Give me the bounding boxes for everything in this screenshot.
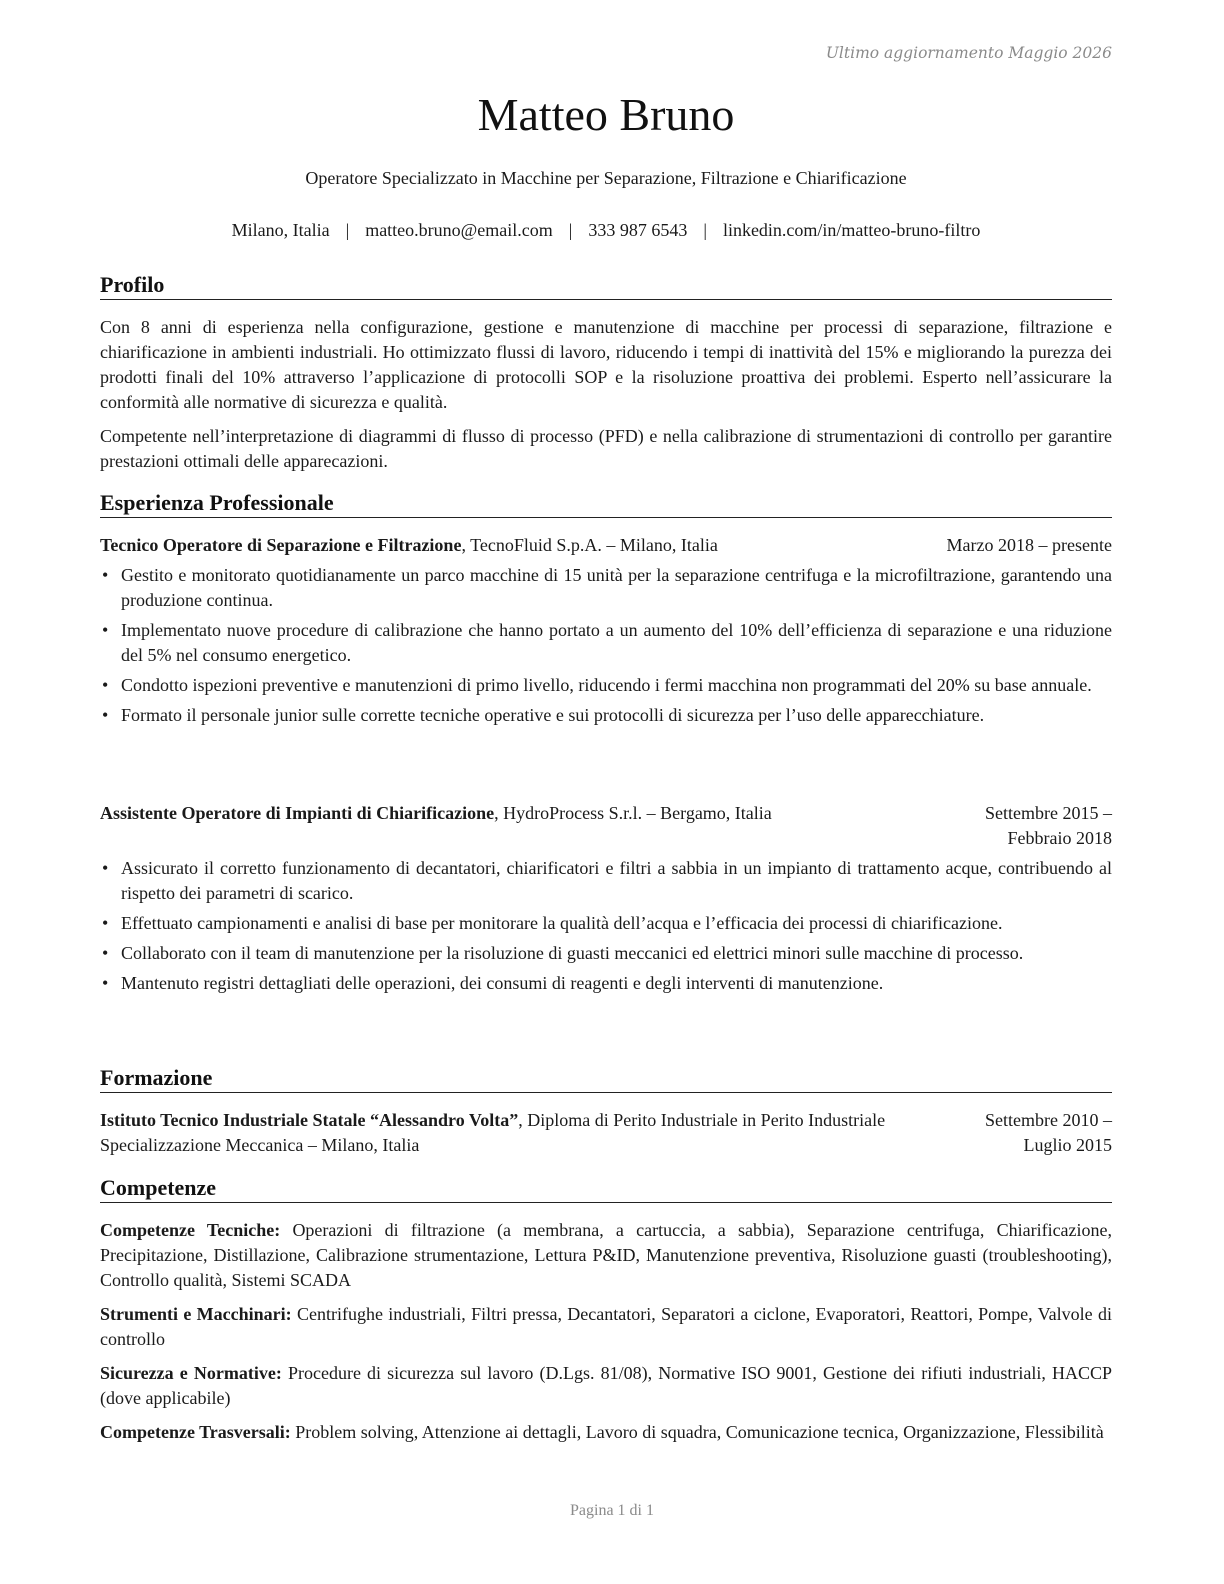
skill-label: Strumenti e Macchinari:: [100, 1304, 292, 1324]
skill-label: Competenze Tecniche:: [100, 1220, 281, 1240]
skill-group: [100, 1361, 1112, 1411]
education-detail: , Diploma di Perito Industriale in Perito Industriale Specializzazione Meccanica – Milano, Italia: [100, 1110, 886, 1155]
education-entry: [100, 1108, 1112, 1158]
contact-separator: |: [345, 220, 350, 240]
skill-group: [100, 1302, 1112, 1352]
education-dates: Settembre 2010 – Luglio 2015: [985, 1110, 1112, 1155]
education-school: Istituto Tecnico Industriale Statale “Alessandro Volta”: [100, 1110, 519, 1130]
job-role: Tecnico Operatore di Separazione e Filtrazione: [100, 535, 462, 555]
contact-linkedin[interactable]: linkedin.com/in/matteo-bruno-filtro: [722, 220, 981, 240]
skill-text: Procedure di sicurezza sul lavoro (D.Lgs. 81/08), Normative ISO 9001, Gestione dei rifiuti industriali, HACCP (dove applicabile): [100, 1363, 1113, 1408]
section-title-profile: Profilo: [100, 272, 1112, 300]
section-title-experience: Esperienza Professionale: [100, 490, 1112, 518]
job-dates: Settembre 2015 – Febbraio 2018: [985, 803, 1112, 848]
job-title: Operatore Specializzato in Macchine per Separazione, Filtrazione e Chiarificazione: [305, 168, 907, 188]
contact-email[interactable]: matteo.bruno@email.com: [365, 220, 553, 240]
contact-location: Milano, Italia: [231, 220, 330, 240]
list-item: • Mantenuto registri dettagliati delle operazioni, dei consumi di reagenti e degli interventi di manutenzione.: [100, 971, 1112, 996]
skill-group: [100, 1420, 1112, 1445]
job-bullets: [100, 856, 1112, 1001]
profile-paragraph: Competente nell’interpretazione di diagrammi di flusso di processo (PFD) e nella calibrazione di strumentazioni di controllo per garantire prestazioni ottimali delle apparecazioni.: [100, 426, 1112, 471]
list-item: • Effettuato campionamenti e analisi di base per monitorare la qualità dell’acqua e l’efficacia dei processi di chiarificazione.: [100, 911, 1112, 936]
contact-phone: 333 987 6543: [588, 220, 688, 240]
list-item: • Condotto ispezioni preventive e manutenzioni di primo livello, riducendo i fermi macchina non programmati del 20% su base annuale.: [100, 673, 1112, 698]
section-title-education: Formazione: [100, 1065, 1112, 1093]
skill-group: [100, 1218, 1112, 1293]
skill-label: Competenze Trasversali:: [100, 1422, 291, 1442]
profile-paragraph: Con 8 anni di esperienza nella configurazione, gestione e manutenzione di macchine per processi di separazione, filtrazione e chiarificazione in ambienti industriali. Ho ottimizzato flussi di lavoro, riducendo i tempi di inattività del 15% e migliorando la purezza dei prodotti finali del 10% attraverso l’applicazione di protocolli SOP e la risoluzione proattiva dei problemi. Esperto nell’assicurare la conformità alle normative di sicurezza e qualità.: [100, 317, 1112, 412]
skill-text: Centrifughe industriali, Filtri pressa, Decantatori, Separatori a ciclone, Evaporatori, Reattori, Pompe, Valvole di controllo: [100, 1304, 1112, 1349]
job-bullets: [100, 563, 1112, 733]
skill-label: Sicurezza e Normative:: [100, 1363, 282, 1383]
list-item: • Implementato nuove procedure di calibrazione che hanno portato a un aumento del 10% dell’efficienza di separazione e una riduzione del 5% nel consumo energetico.: [100, 618, 1112, 668]
skill-text: Problem solving, Attenzione ai dettagli, Lavoro di squadra, Comunicazione tecnica, Organizzazione, Flessibilità: [295, 1422, 1104, 1442]
job-header: [100, 801, 1112, 848]
list-item: • Formato il personale junior sulle corrette tecniche operative e sui protocolli di sicurezza per l’uso delle apparecchiature.: [100, 703, 1112, 728]
job-header: [100, 533, 1112, 558]
contact-separator: |: [568, 220, 573, 240]
list-item: • Gestito e monitorato quotidianamente un parco macchine di 15 unità per la separazione centrifuga e la microfiltrazione, garantendo una produzione continua.: [100, 563, 1112, 613]
list-item: • Assicurato il corretto funzionamento di decantatori, chiarificatori e filtri a sabbia in un impianto di trattamento acque, contribuendo al rispetto dei parametri di scarico.: [100, 856, 1112, 906]
job-role: Assistente Operatore di Impianti di Chiarificazione: [100, 803, 495, 823]
section-title-skills: Competenze: [100, 1175, 1112, 1203]
list-item: • Collaborato con il team di manutenzione per la risoluzione di guasti meccanici ed elettrici minori sulle macchine di processo.: [100, 941, 1112, 966]
job-dates: Marzo 2018 – presente: [946, 535, 1112, 555]
page-number: Pagina 1 di 1: [570, 1502, 654, 1519]
candidate-name: Matteo Bruno: [477, 89, 735, 140]
last-updated: Ultimo aggiornamento Maggio 2026: [825, 44, 1112, 62]
job-company: , TecnoFluid S.p.A. – Milano, Italia: [461, 535, 718, 555]
contact-separator: |: [703, 220, 707, 240]
skill-text: Operazioni di filtrazione (a membrana, a cartuccia, a sabbia), Separazione centrifuga, Chiarificazione, Precipitazione, Distillazione, Calibrazione strumentazione, Lettura P&ID, Manutenzione preventiva, Risoluzione guasti (troubleshooting), Controllo qualità, Sistemi SCADA: [100, 1220, 1113, 1290]
contact-line: [100, 220, 1112, 241]
job-company: , HydroProcess S.r.l. – Bergamo, Italia: [494, 803, 772, 823]
